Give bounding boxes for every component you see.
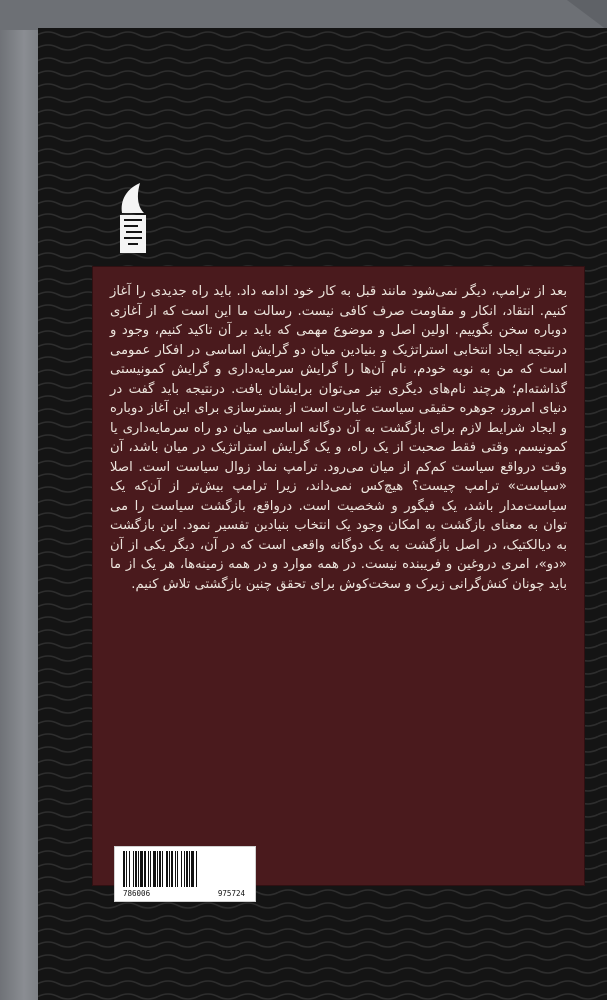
barcode-bar [184, 851, 185, 887]
barcode-bar [175, 851, 176, 887]
barcode-bar [123, 851, 125, 887]
back-cover-blurb [92, 282, 585, 594]
barcode-bar [129, 851, 130, 887]
barcode-bar [126, 851, 127, 887]
barcode-bar [169, 851, 170, 887]
barcode-bar [186, 851, 188, 887]
barcode-number-right: 975724 [217, 889, 245, 898]
barcode-number-left: 786006 [123, 889, 151, 898]
barcode-bar [150, 851, 151, 887]
barcode-bar [181, 851, 182, 887]
barcode [114, 846, 256, 902]
blurb-text: بعد از ترامپ، دیگر نمی‌شود مانند قبل به کار خود ادامه داد. باید راه جدیدی را آغاز کنیم. انتقاد، انکار و مقاومت صرف کافی نیست. رسالت ما این است که از آغازی دوباره سخن بگوییم. اولین اصل و موضوع مهمی که باید بر آن تاکید کنیم، وجود و درنتیجه ایجاد انتخابی استراتژیک و بنیادین میان دو گرایش اساسی در افکار عمومی است که من به نوبه خودم، نام آن‌ها را گرایش سرمایه‌داری و گرایش کمونیستی گذاشته‌ام؛ هرچند نام‌های دیگری نیز می‌توان برایشان یافت. درنتیجه باید گفت در دنیای امروز، جوهره حقیقی سیاست عبارت است از بسترسازی برای این آغاز دوباره و ایجاد شرایط لازم برای بازگشت به آن دوگانه اساسی میان دو راه سرمایه‌داری یا کمونیسم. وقتی فقط صحبت از یک راه، و یک گرایش استراتژیک در میان باشد، آن وقت درواقع سیاست کم‌کم از میان می‌رود. ترامپ نماد زوال سیاست است. اصلا «سیاست» ترامپ چیست؟ هیچ‌کس نمی‌داند، زیرا ترامپ بیش‌تر از آن‌که یک سیاست‌مدار باشد، یک فیگور و شخصیت است. درواقع، بازگشت سیاست را می توان به معنای بازگشت به امکان وجود یک انتخاب بنیادین تفسیر نمود. این بازگشت به دیالکتیک، در اصل بازگشت به یک دوگانه واقعی است که در آن، دیگر یکی از آن «دو»، امری دروغین و فریبنده نیست. در همه موارد و در همه زمینه‌ها، هر یک از ما باید چونان کنش‌گرانی زیرک و سخت‌کوش برای تحقق چنین بازگشتی تلاش کنیم. [110, 284, 567, 592]
barcode-bar [148, 851, 149, 887]
barcode-bar [177, 851, 178, 887]
barcode-bar [135, 851, 137, 887]
blurb-panel [92, 266, 585, 886]
top-frame [0, 0, 607, 30]
left-frame [0, 0, 40, 1000]
barcode-bar [144, 851, 146, 887]
barcode-bar [153, 851, 156, 887]
barcode-bar [162, 851, 163, 887]
publisher-logo-icon [116, 183, 150, 255]
barcode-bar [138, 851, 139, 887]
barcode-bar [159, 851, 161, 887]
barcode-bar [189, 851, 190, 887]
barcode-bar [166, 851, 168, 887]
barcode-bar [196, 851, 197, 887]
barcode-bars [121, 851, 249, 887]
book-back-cover [38, 28, 607, 1000]
barcode-bar [157, 851, 158, 887]
corner-shade [567, 0, 607, 30]
barcode-bar [191, 851, 194, 887]
barcode-bar [171, 851, 173, 887]
barcode-bar [133, 851, 134, 887]
barcode-bar [140, 851, 143, 887]
